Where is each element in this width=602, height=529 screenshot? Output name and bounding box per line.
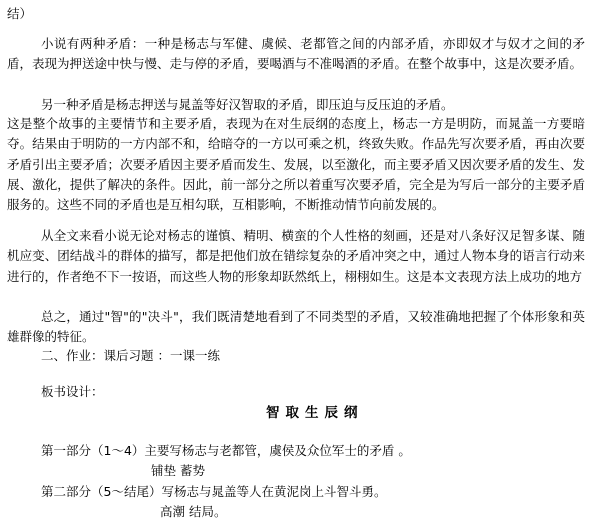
board-title: 智取生辰纲 — [266, 405, 364, 421]
paragraph-two-conflicts: 小说有两种矛盾：一种是杨志与军健、虞候、老都管之间的内部矛盾，亦即奴才与奴才之间的矛盾，表现为押送途中快与慢、走与停的矛盾，要喝酒与不准喝酒的矛盾。在整个故事中，这是次要矛盾。 — [7, 36, 585, 72]
board-design-label: 板书设计： — [41, 384, 104, 399]
paragraph-other-conflict: 另一种矛盾是杨志押送与晁盖等好汉智取的矛盾，即压迫与反压迫的矛盾。 — [41, 97, 454, 112]
homework-line: 二、作业：课后习题 ：一课一练 — [41, 348, 220, 363]
board-part-one: 第一部分（1～4）主要写杨志与老都管，虞侯及众位军士的矛盾 。 — [41, 443, 411, 458]
board-part-one-note: 铺垫 蓄势 — [151, 463, 205, 478]
paragraph-main-conflict: 这是整个故事的主要情节和主要矛盾，表现为在对生辰纲的态度上，杨志一方是明防，而晁盖一方要暗夺。结果由于明防的一方内部不和，给暗夺的一方以可乘之机，终致失败。作品先写次要矛盾，再由次要矛盾引出主要矛盾；次要矛盾因主要矛盾而发生、发展，以至激化，而主要矛盾又因次要矛盾的发生、发展、激化，提供了解决的条件。因此，前一部分之所以着重写次要矛盾，完全是为写后一部分的主要矛盾服务的。这些不同的矛盾也是互相勾联，互相影响，不断推动情节向前发展的。 — [7, 116, 585, 213]
board-part-two: 第二部分（5～结尾）写杨志与晁盖等人在黄泥岗上斗智斗勇。 — [41, 484, 387, 499]
paragraph-summary: 总之，通过"智"的"决斗"，我们既清楚地看到了不同类型的矛盾，又较准确地把握了个体形象和英雄群像的特征。 — [7, 309, 585, 345]
text-line-fragment: 结） — [7, 6, 33, 21]
board-part-two-note: 高潮 结局。 — [160, 504, 227, 519]
paragraph-whole-text: 从全文来看小说无论对杨志的谨慎、精明、横蛮的个人性格的刻画，还是对八条好汉足智多谋、随机应变、团结战斗的群体的描写，都是把他们放在错综复杂的矛盾冲突之中，通过人物本身的语言行动来进行的，作者绝不下一按语，而这些人物的形象却跃然纸上，栩栩如生。这是本文表现方法上成功的地方 — [7, 228, 585, 284]
